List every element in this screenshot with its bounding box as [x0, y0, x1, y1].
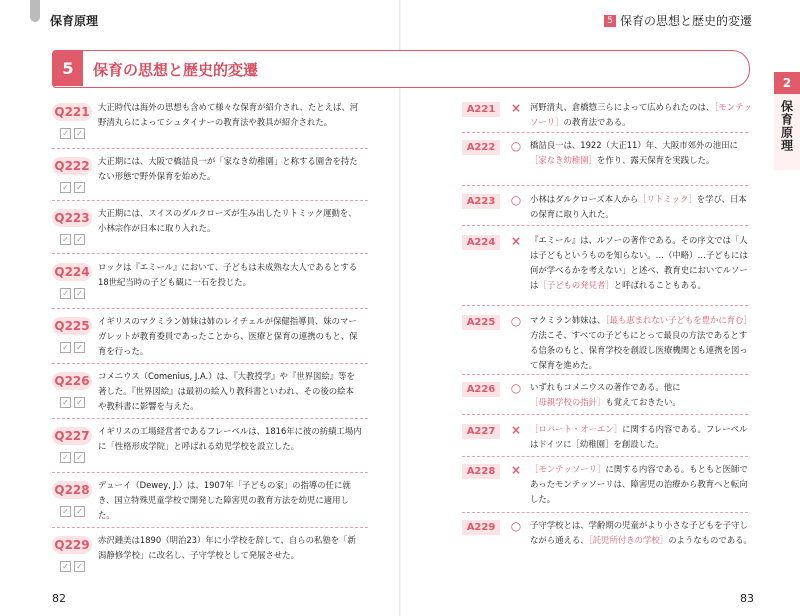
- question-item: [52, 100, 362, 148]
- question-item: [52, 369, 362, 417]
- review-checkbox[interactable]: ✓: [60, 182, 71, 193]
- review-checkbox[interactable]: ✓: [74, 128, 85, 139]
- review-checkbox[interactable]: ✓: [74, 234, 85, 245]
- question-item: [52, 260, 362, 308]
- question-text: 大正期には、大阪で橋詰良一が「家なき幼稚園」と称する園舎を持たない形態で野外保育を始めた。: [98, 156, 358, 181]
- question-number: Q221: [52, 103, 92, 121]
- dashed-divider: [462, 374, 748, 375]
- dashed-divider: [52, 418, 368, 419]
- review-checkbox[interactable]: ✓: [74, 288, 85, 299]
- section-number-badge: 5: [604, 15, 616, 27]
- review-checkbox[interactable]: ✓: [60, 561, 71, 572]
- answer-mark: ×: [510, 234, 522, 248]
- question-item: [52, 206, 362, 254]
- question-item: [52, 154, 362, 202]
- dashed-divider: [52, 472, 368, 473]
- answer-number: A229: [462, 520, 500, 535]
- answer-text: マクミラン姉妹は、［最も恵まれない子どもを豊かに育む］方法こそ、すべての子どもにとって最良の方法であるとする信条のもと、保育学校を創設し医療機関とも連携を図って保育を進めた。: [530, 315, 752, 370]
- dashed-divider: [462, 132, 748, 133]
- review-checkbox[interactable]: ✓: [60, 397, 71, 408]
- answer-text: 橋詰良一は、1922（大正11）年、大阪市郊外の池田に［家なき幼稚園］を作り、露天保育を実践した。: [530, 140, 738, 165]
- answer-item: [462, 380, 762, 428]
- dashed-divider: [52, 200, 368, 201]
- answer-text: 子守学校とは、学齢期の児童がより小さな子どもを子守しながら通える、［託児所付きの学校］のようなものである。: [530, 520, 752, 545]
- side-index-tab: [774, 72, 800, 170]
- answer-mark: ○: [510, 519, 522, 533]
- review-checkbox[interactable]: ✓: [74, 397, 85, 408]
- review-checkbox[interactable]: ✓: [60, 342, 71, 353]
- dashed-divider: [462, 305, 748, 306]
- question-item: [52, 478, 362, 526]
- question-number: Q228: [52, 481, 92, 499]
- answer-item: [462, 518, 762, 566]
- dashed-divider: [52, 527, 368, 528]
- dashed-divider: [52, 253, 368, 254]
- answer-number: A223: [462, 194, 500, 209]
- answer-mark: ×: [510, 101, 522, 115]
- review-checkbox[interactable]: ✓: [74, 452, 85, 463]
- dashed-divider: [462, 414, 748, 415]
- answer-item: [462, 233, 762, 290]
- question-text: コメニウス（Comenius, J.A.）は、『大教授学』や『世界図絵』等を著した。『世界図絵』は最初の絵入り教科書といわれ、その後の絵本や教科書に影響を与えた。: [98, 371, 355, 411]
- review-checkbox[interactable]: ✓: [74, 182, 85, 193]
- question-number: Q229: [52, 536, 92, 554]
- answer-keyword: ［最も恵まれない子どもを豊かに育む］: [605, 315, 752, 325]
- answer-text: 河野清丸、倉橋惣三らによって広められたのは、［モンテッソーリ］の教育法である。: [530, 102, 752, 127]
- answer-mark: ×: [510, 423, 522, 437]
- dashed-divider: [52, 308, 368, 309]
- answer-number: A221: [462, 102, 500, 117]
- left-running-title: 保育原理: [50, 14, 99, 28]
- chapter-title: 保育の思想と歴史的変遷: [93, 61, 259, 79]
- answer-number: A228: [462, 464, 500, 479]
- answer-number: A224: [462, 235, 500, 250]
- side-tab-label: 保育原理: [779, 100, 794, 152]
- answer-number: A227: [462, 424, 500, 439]
- question-number: Q223: [52, 209, 92, 227]
- answer-text: 『エミール』は、ルソーの著作である。その序文では「人は子どもというものを知らない。…（中略）…子どもには何が学べるかを考えない」と述べ、教育史においてルソーは［子どもの発見者］と呼ばれることもある。: [530, 235, 748, 290]
- right-running-title: 保育の思想と歴史的変遷: [619, 14, 752, 28]
- chapter-number: 5: [53, 51, 83, 86]
- answer-keyword: ［子どもの発見者］: [538, 280, 614, 290]
- answer-mark: ○: [510, 139, 522, 153]
- question-text: ロックは『エミール』において、子どもは未成熟な大人であるとする18世紀当時の子ども観に一石を投じた。: [98, 262, 358, 287]
- review-checkbox[interactable]: ✓: [74, 342, 85, 353]
- answer-item: [462, 138, 762, 186]
- page-number-right: 83: [740, 592, 754, 605]
- dashed-divider: [462, 225, 748, 226]
- answer-keyword: ［モンテッソーリ］: [530, 464, 606, 474]
- answer-number: A222: [462, 140, 500, 155]
- chapter-heading: [52, 50, 750, 88]
- question-item: [52, 314, 362, 362]
- question-item: [52, 424, 362, 472]
- question-text: 赤沢鍾美は1890（明治23）年に小学校を辞して、自らの私塾を「新潟静修学校」に改名し、子守学校として発展させた。: [98, 535, 356, 560]
- answer-keyword: ［ロバート・オーエン］: [530, 424, 623, 434]
- answer-keyword: ［母親学校の指針］: [530, 397, 606, 407]
- answer-text: いずれもコメニウスの著作である。他に［母親学校の指針］も覚えておきたい。: [530, 382, 681, 407]
- answer-mark: ○: [510, 314, 522, 328]
- review-checkbox[interactable]: ✓: [74, 561, 85, 572]
- question-item: [52, 533, 362, 581]
- corner-tab: [30, 0, 40, 22]
- review-checkbox[interactable]: ✓: [60, 234, 71, 245]
- answer-item: [462, 313, 762, 370]
- review-checkbox[interactable]: ✓: [60, 288, 71, 299]
- question-number: Q225: [52, 317, 92, 335]
- question-number: Q226: [52, 372, 92, 390]
- review-checkbox[interactable]: ✓: [60, 452, 71, 463]
- answer-mark: ○: [510, 381, 522, 395]
- answer-number: A225: [462, 315, 500, 330]
- dashed-divider: [52, 148, 368, 149]
- answer-mark: ×: [510, 463, 522, 477]
- answer-keyword: ［家なき幼稚園］: [530, 155, 597, 165]
- book-gutter: [399, 0, 401, 616]
- question-text: 大正期には、スイスのダルクローズが生み出したリトミック運動を、小林宗作が日本に取り入れた。: [98, 208, 357, 233]
- review-checkbox[interactable]: ✓: [60, 128, 71, 139]
- review-checkbox[interactable]: ✓: [60, 506, 71, 517]
- answer-keyword: ［リトミック］: [638, 194, 697, 204]
- question-text: 大正時代は海外の思想も含めて様々な保育が紹介され、たとえば、河野清丸らによってシュタイナーの教育法や教具が紹介された。: [98, 102, 359, 127]
- answer-mark: ○: [510, 193, 522, 207]
- answer-text: ［モンテッソーリ］に関する内容である。もともと医師であったモンテッソーリは、障害児の治療から教育へと転向した。: [530, 464, 748, 504]
- dashed-divider: [462, 512, 748, 513]
- dashed-divider: [52, 363, 368, 364]
- question-number: Q224: [52, 263, 92, 281]
- question-number: Q222: [52, 157, 92, 175]
- right-running-header: [604, 12, 752, 29]
- answer-item: [462, 462, 762, 510]
- question-text: イギリスのマクミラン姉妹は姉のレイチェルが保健指導員、妹のマーガレットが教育委員であったことから、医療と保育の連携のもと、保育を行った。: [98, 316, 358, 356]
- dashed-divider: [462, 185, 748, 186]
- question-number: Q227: [52, 427, 92, 445]
- question-text: イギリスの工場経営者であるフレーベルは、1816年に彼の紡績工場内に「性格形成学院」と呼ばれる幼児学校を設立した。: [98, 426, 362, 451]
- answer-text: ［ロバート・オーエン］に関する内容である。フレーベルはドイツに［幼稚園］を創設した。: [530, 424, 748, 449]
- answer-number: A226: [462, 382, 500, 397]
- answer-keyword: ［モンテッソーリ］: [530, 102, 752, 127]
- answer-keyword: ［託児所付きの学校］: [588, 535, 669, 545]
- page-number-left: 82: [52, 592, 66, 605]
- answer-text: 小林はダルクローズ本人から［リトミック］を学び、日本の保育に取り入れた。: [530, 194, 747, 219]
- side-tab-number: 2: [774, 72, 800, 94]
- review-checkbox[interactable]: ✓: [74, 506, 85, 517]
- question-text: デューイ（Dewey, J.）は、1907年「子どもの家」の指導の任に就き、国立特殊児童学校で開発した障害児の教育方法を幼児に適用した。: [98, 480, 351, 520]
- dashed-divider: [462, 456, 748, 457]
